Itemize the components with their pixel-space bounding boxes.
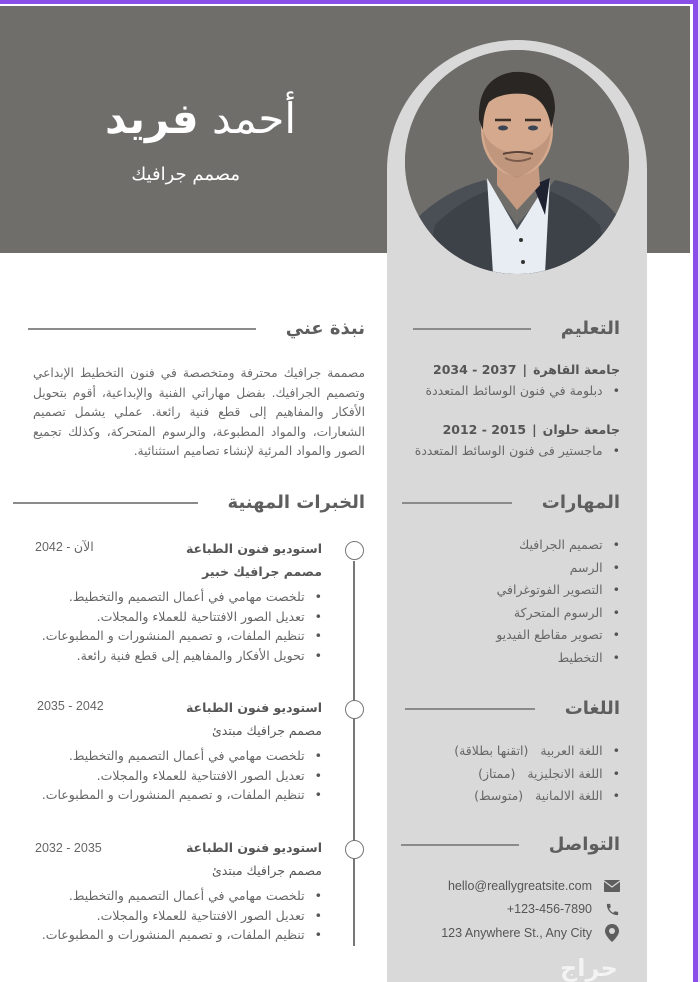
resume-page [0, 4, 690, 982]
skill-item: • التخطيط [496, 647, 620, 670]
skill-item: • تصميم الجرافيك [496, 534, 620, 557]
languages-list [454, 740, 620, 808]
languages-heading: اللغات [564, 698, 620, 719]
job-role: مصمم جرافيك خبير [202, 564, 322, 579]
education-years: 2034 - 2037 [433, 362, 517, 377]
education-details [360, 443, 620, 458]
job-task: • تلخصت مهامي في أعمال التصميم والتخطيط. [22, 587, 322, 607]
languages-section-header [405, 698, 620, 719]
language-level: (متوسط) [474, 788, 524, 804]
about-section-header [28, 318, 365, 339]
job-role: مصمم جرافيك مبتدئ [212, 723, 322, 738]
skills-list [496, 534, 620, 670]
language-level: (ممتاز) [478, 765, 516, 781]
job-company: استوديو فنون الطباعة [185, 541, 322, 556]
contact-heading: التواصل [548, 834, 620, 855]
email-text: hello@reallygreatsite.com [447, 878, 592, 893]
first-name: أحمد [212, 94, 296, 143]
education-degree: • دبلومة في فنون الوسائط المتعددة [360, 383, 620, 398]
experience-section-header [13, 492, 365, 513]
timeline-dot-1 [345, 541, 364, 560]
contact-email[interactable] [441, 874, 620, 898]
education-section-header [413, 318, 620, 339]
skills-section-header [402, 492, 620, 513]
job-task: • تنظيم الملفات، و تصميم المنشورات و المطبوعات. [22, 785, 322, 805]
education-entry-2 [360, 422, 620, 458]
phone-text: +123-456-7890 [506, 902, 592, 917]
job-dates-1: 2042 - الآن [35, 540, 94, 554]
job-dates-2: 2035 - 2042 [37, 699, 104, 713]
job-tasks [22, 746, 322, 805]
language-item [454, 763, 620, 786]
person-name [105, 94, 296, 143]
job-entry-1 [22, 541, 322, 665]
job-task: • تحويل الأفكار والمفاهيم إلى قطع فنية رائعة. [22, 646, 322, 666]
about-heading-rule [28, 328, 256, 330]
job-company: استوديو فنون الطباعة [185, 840, 322, 855]
language-name: اللغة الانجليزية [527, 765, 603, 781]
education-university-line [360, 422, 620, 437]
university-name: جامعة حلوان [542, 422, 620, 437]
university-name: جامعة القاهرة [533, 362, 620, 377]
job-entry-3 [22, 840, 322, 945]
job-tasks [22, 587, 322, 665]
job-title: مصمم جرافيك [131, 164, 240, 185]
job-dates-3: 2032 - 2035 [35, 841, 102, 855]
job-task: • تلخصت مهامي في أعمال التصميم والتخطيط. [22, 886, 322, 906]
experience-heading-rule [13, 502, 198, 504]
language-name: اللغة العربية [540, 743, 603, 758]
about-text: مصممة جرافيك محترفة ومتخصصة في فنون التخطيط الإبداعي وتصميم الجرافيك. بفضل مهاراتي الفنية والإبداعية، أقوم بتحويل الأفكار والمفاهيم إلى قطع فنية رائعة. عملي يشمل تصميم الشعارات، والمواد المطبوعة، والرسوم المتحركة، وكذلك تجميع الصور والمواد المرئية لإنشاء تصاميم استثنائية. [33, 366, 365, 458]
contact-list [441, 874, 620, 945]
languages-heading-rule [405, 708, 535, 710]
portrait-image [405, 50, 629, 274]
language-name: اللغة الالمانية [535, 788, 603, 804]
contact-address [441, 921, 620, 945]
education-heading: التعليم [560, 318, 620, 339]
language-item [454, 785, 620, 808]
separator: | [532, 422, 537, 437]
contact-section-header [401, 834, 620, 855]
separator: | [522, 362, 528, 377]
skill-item: • الرسوم المتحركة [496, 602, 620, 625]
education-years: 2012 - 2015 [442, 422, 527, 437]
language-item [454, 740, 620, 763]
skill-item: • التصوير الفوتوغرافي [496, 579, 620, 602]
job-task: • تلخصت مهامي في أعمال التصميم والتخطيط. [22, 746, 322, 766]
skills-heading: المهارات [541, 492, 620, 513]
job-task: • تعديل الصور الافتتاحية للعملاء والمجلات. [22, 906, 322, 926]
job-role: مصمم جرافيك مبتدئ [212, 863, 322, 878]
education-entry-1 [360, 362, 620, 398]
education-heading-rule [413, 328, 531, 330]
experience-heading: الخبرات المهنية [227, 492, 365, 513]
job-tasks [22, 886, 322, 945]
envelope-icon [604, 878, 620, 894]
education-university-line [360, 362, 620, 377]
timeline-dot-3 [345, 840, 364, 859]
map-pin-icon [604, 925, 620, 941]
job-task: • تنظيم الملفات، و تصميم المنشورات و المطبوعات. [22, 626, 322, 646]
timeline-dot-2 [345, 700, 364, 719]
timeline-line [353, 561, 355, 946]
job-task: • تعديل الصور الافتتاحية للعملاء والمجلات. [22, 607, 322, 627]
skill-item: • تصوير مقاطع الفيديو [496, 624, 620, 647]
job-entry-2 [22, 700, 322, 805]
about-heading: نبذة عني [285, 318, 365, 339]
contact-heading-rule [401, 844, 519, 846]
skills-heading-rule [402, 502, 512, 504]
job-task: • تنظيم الملفات، و تصميم المنشورات و المطبوعات. [22, 925, 322, 945]
job-company: استوديو فنون الطباعة [185, 700, 322, 715]
contact-phone[interactable] [441, 898, 620, 922]
phone-icon [604, 901, 620, 917]
education-details [360, 383, 620, 398]
profile-photo [405, 50, 629, 274]
last-name: فريد [105, 94, 199, 143]
language-level: (اتقنها بطلاقة) [454, 743, 529, 758]
skill-item: • الرسم [496, 557, 620, 580]
education-degree: • ماجستير فى فنون الوسائط المتعددة [360, 443, 620, 458]
address-text: 123 Anywhere St., Any City [441, 925, 592, 940]
job-task: • تعديل الصور الافتتاحية للعملاء والمجلات. [22, 766, 322, 786]
watermark-logo: حراج [560, 954, 618, 982]
